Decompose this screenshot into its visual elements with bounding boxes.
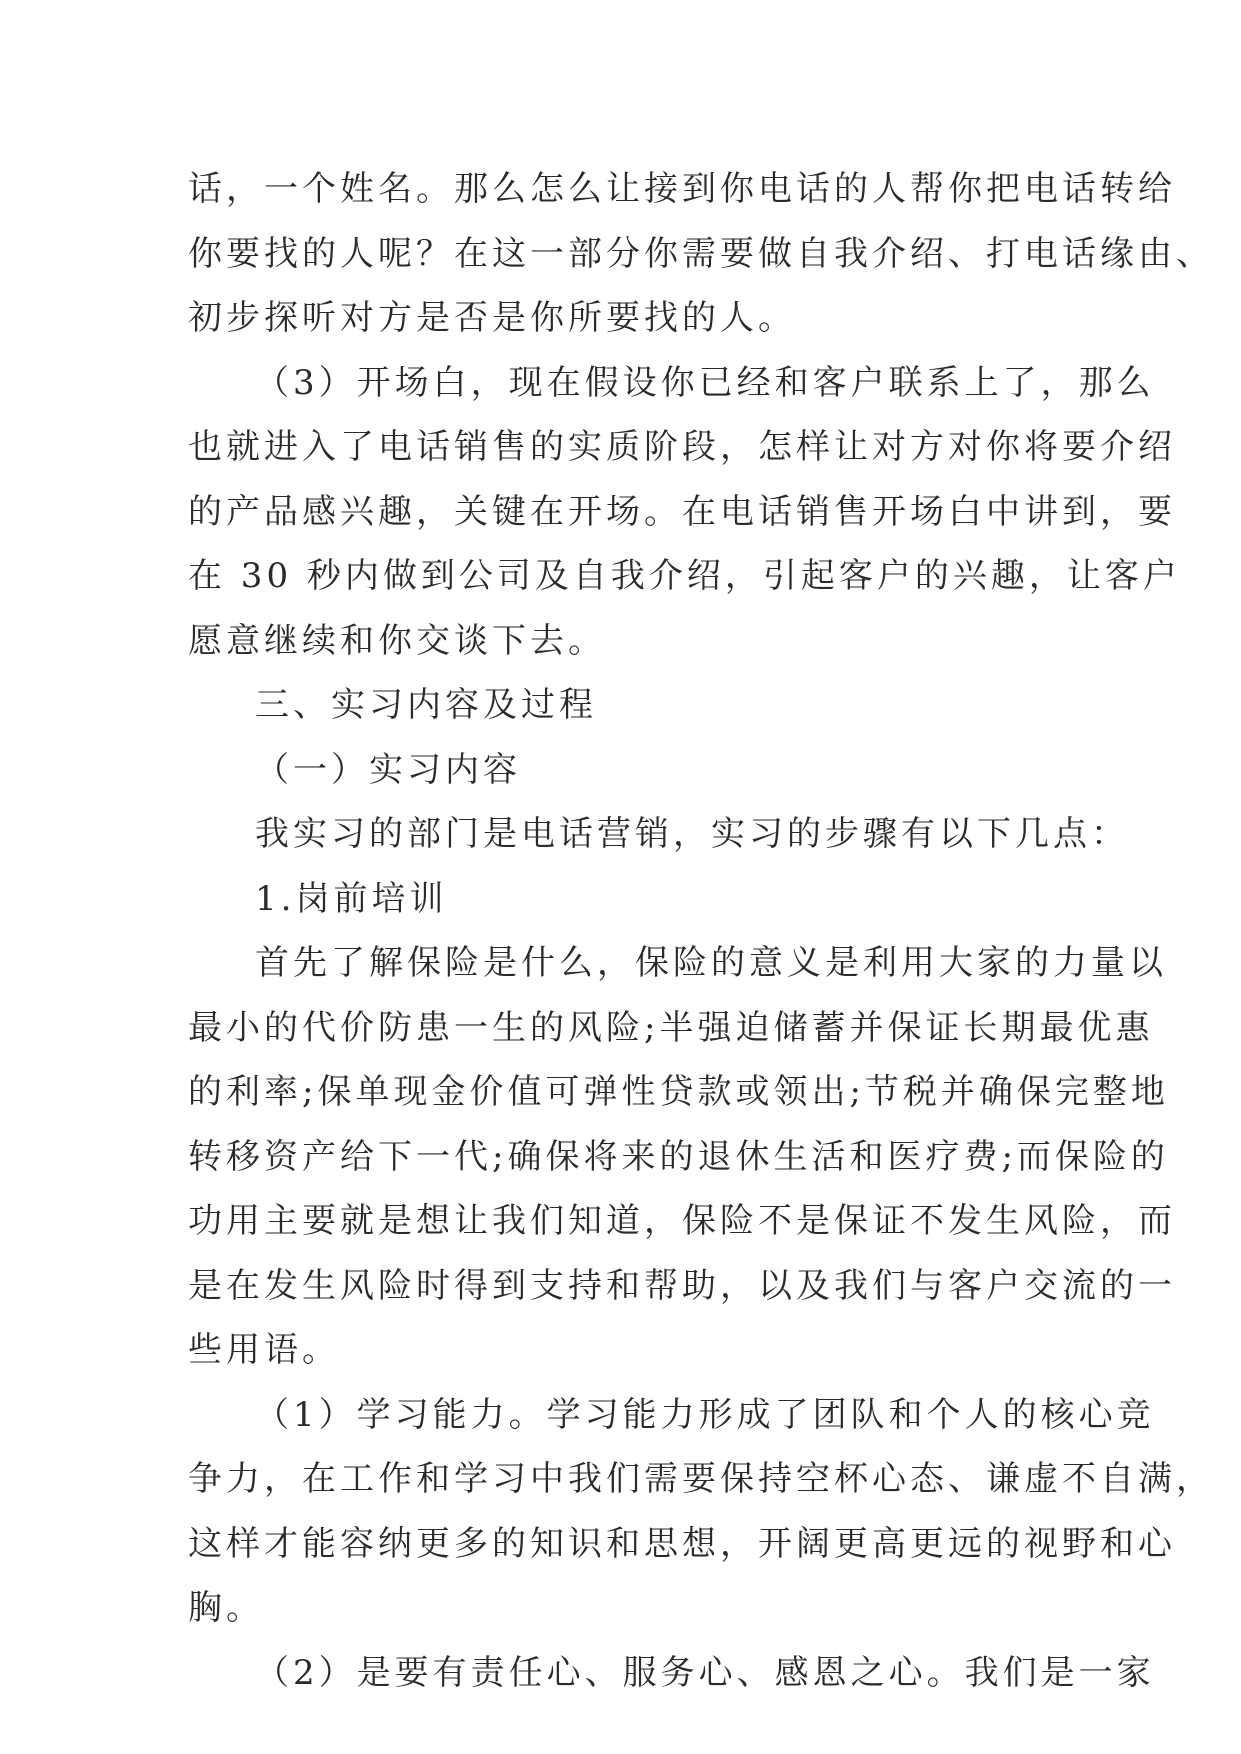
document-body (188, 157, 1214, 1705)
text-line: 话，一个姓名。那么怎么让接到你电话的人帮你把电话转给 (188, 169, 1176, 209)
paragraph-start-line: （2）是要有责任心、服务心、感恩之心。我们是一家 (255, 1652, 1155, 1693)
paragraph-start-line: （1）学习能力。学习能力形成了团队和个人的核心竞 (255, 1394, 1155, 1435)
text-line: 功用主要就是想让我们知道，保险不是保证不发生风险，而 (188, 1201, 1176, 1241)
text-line: 是在发生风险时得到支持和帮助，以及我们与客户交流的一 (188, 1265, 1176, 1306)
text-line: 你要找的人呢？在这一部分你需要做自我介绍、打电话缘由、 (188, 233, 1214, 274)
text-line: 这样才能容纳更多的知识和思想，开阔更高更远的视野和心 (188, 1523, 1176, 1564)
text-line: 初步探听对方是否是你所要找的人。 (188, 298, 796, 338)
text-line: 争力，在工作和学习中我们需要保持空杯心态、谦虚不自满， (188, 1459, 1214, 1499)
text-line: 也就进入了电话销售的实质阶段，怎样让对方对你将要介绍 (188, 427, 1176, 467)
text-line: 在 30 秒内做到公司及自我介绍，引起客户的兴趣，让客户 (188, 556, 1181, 596)
paragraph-start-line: 首先了解保险是什么，保险的意义是利用大家的力量以 (255, 943, 1167, 983)
text-line: 的利率;保单现金价值可弹性贷款或领出;节税并确保完整地 (188, 1072, 1169, 1112)
item-heading: 1.岗前培训 (255, 878, 448, 919)
text-line: 最小的代价防患一生的风险;半强迫储蓄并保证长期最优惠 (188, 1007, 1154, 1048)
paragraph-start-line: （3）开场白，现在假设你已经和客户联系上了，那么 (255, 362, 1155, 403)
text-line: 愿意继续和你交谈下去。 (188, 620, 606, 661)
text-line: 些用语。 (188, 1330, 340, 1370)
text-line: 的产品感兴趣，关键在开场。在电话销售开场白中讲到，要 (188, 491, 1176, 532)
text-line: 胸。 (188, 1588, 264, 1628)
section-heading: 三、实习内容及过程 (255, 685, 597, 725)
text-line: 转移资产给下一代;确保将来的退休生活和医疗费;而保险的 (188, 1136, 1169, 1177)
paragraph-start-line: 我实习的部门是电话营销，实习的步骤有以下几点： (255, 814, 1129, 854)
subsection-heading: （一）实习内容 (255, 749, 521, 790)
